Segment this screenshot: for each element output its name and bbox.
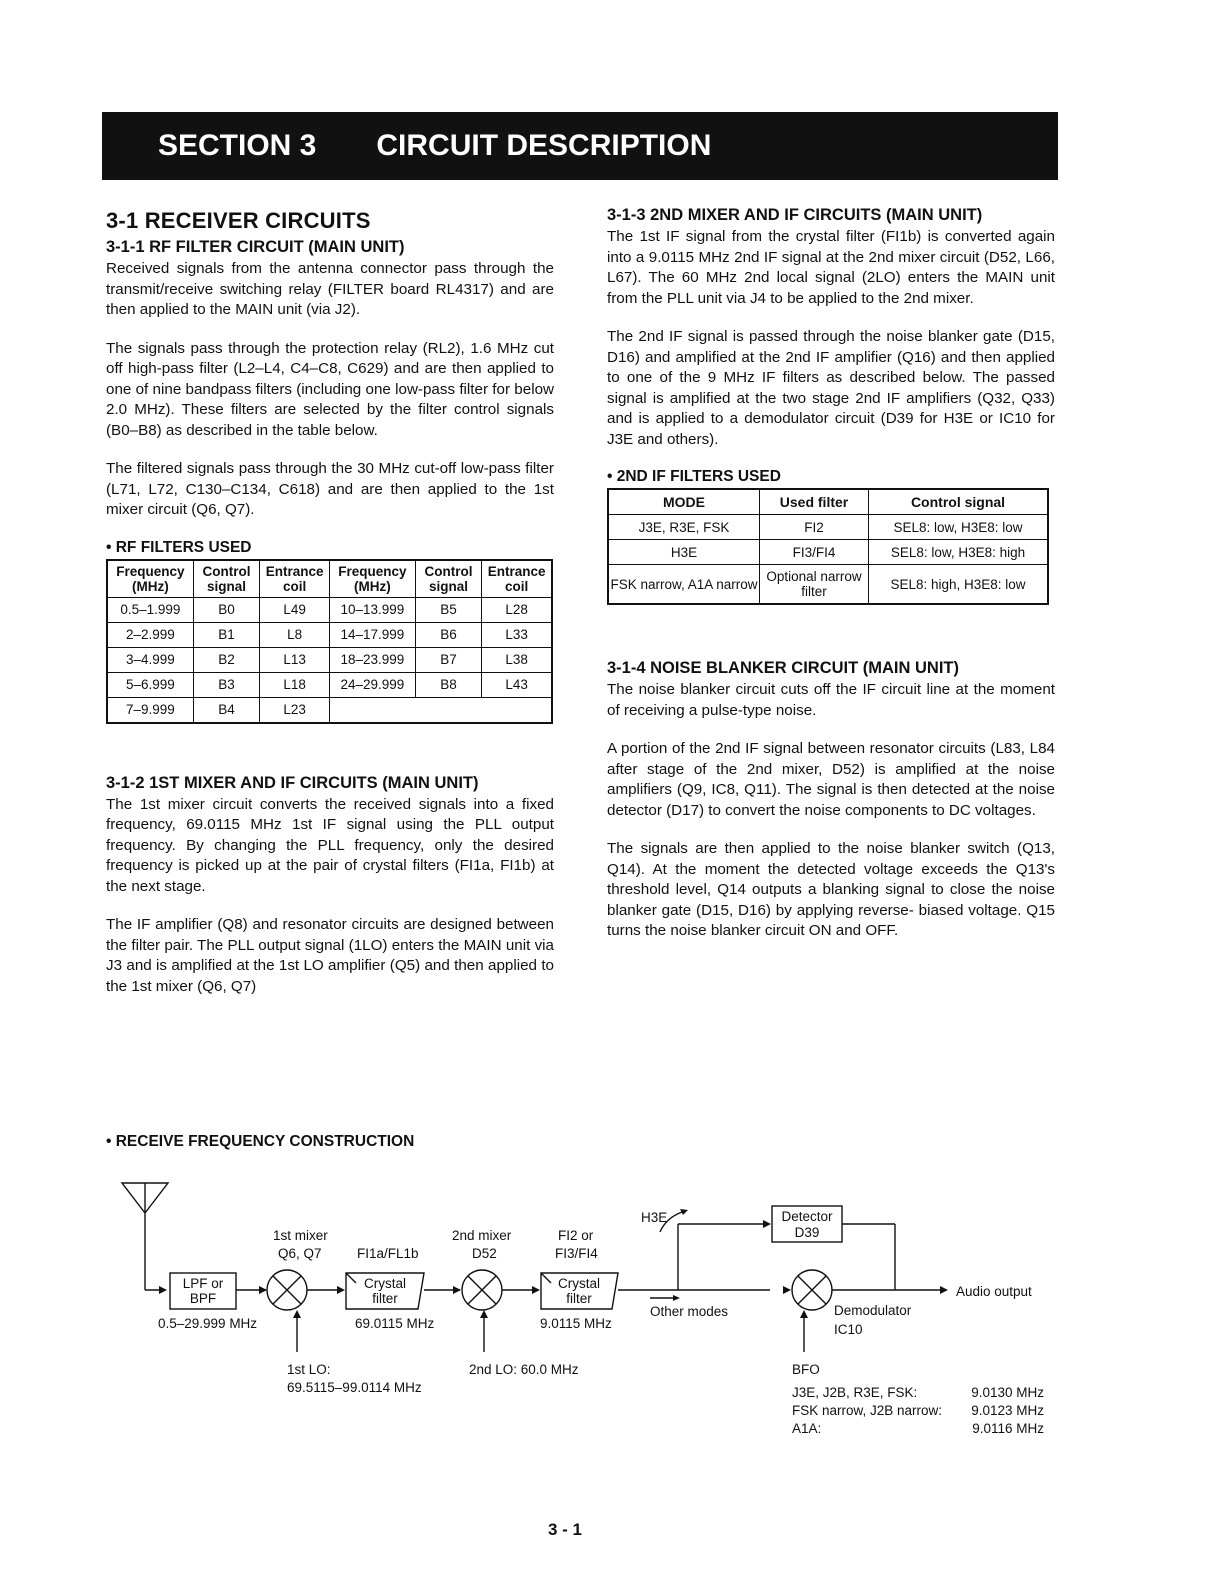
bfo-mode-3: A1A: xyxy=(792,1421,822,1436)
table-cell: J3E, R3E, FSK xyxy=(608,515,760,540)
table-cell: B5 xyxy=(415,597,481,622)
rf-table-title: • RF FILTERS USED xyxy=(106,538,252,556)
header-cell: Entrance coil xyxy=(482,560,552,598)
page-number: 3 - 1 xyxy=(548,1520,583,1539)
lpf-range: 0.5–29.999 MHz xyxy=(158,1316,258,1331)
mixer1-label: 1st mixer xyxy=(273,1228,328,1243)
crystal2-label-2: filter xyxy=(566,1291,592,1306)
table-cell: 10–13.999 xyxy=(329,597,415,622)
paragraph: A portion of the 2nd IF signal between resonator circuits (L83, L84 after stage of the 2nd mixer, D52) is amplified at the noise amplifiers (Q9, IC8, Q11). The signal is then detected at the noise detector (D17) to convert the noise components to DC voltages. xyxy=(607,740,1055,819)
paragraph: The 1st mixer circuit converts the received signals into a fixed frequency, 69.0115 MHz 1st IF signal using the PLL output frequency. By changing the PLL frequency, only the desired frequency is picked up at the pair of crystal filters (FI1a, FI1b) at the next stage. xyxy=(106,795,554,895)
if1-freq: 69.0115 MHz xyxy=(355,1316,435,1331)
crystal1-label-1: Crystal xyxy=(363,1276,407,1291)
header-cell: Control signal xyxy=(415,560,481,598)
heading-1st-mixer: 3-1-2 1ST MIXER AND IF CIRCUITS (MAIN UNIT) xyxy=(106,773,479,792)
table-cell: L38 xyxy=(482,647,552,672)
lo2-label: 2nd LO: 60.0 MHz xyxy=(469,1362,579,1377)
fi2-label-1: FI2 or xyxy=(558,1228,594,1243)
table-cell: 24–29.999 xyxy=(329,672,415,697)
table-cell: H3E xyxy=(608,540,760,565)
diagram-title: • RECEIVE FREQUENCY CONSTRUCTION xyxy=(106,1133,415,1150)
paragraph: The signals are then applied to the noise blanker switch (Q13, Q14). At the moment the detected voltage exceeds the Q13's threshold level, Q14 outputs a blanking signal to close the noise blanker gate (D15, D16) by applying reverse- biased voltage. Q15 turns the noise blanker circuit ON and OFF. xyxy=(607,840,1055,939)
bfo-label: BFO xyxy=(792,1362,820,1377)
header-cell: MODE xyxy=(608,489,760,515)
detector-label-2: D39 xyxy=(794,1225,820,1240)
table-cell: B6 xyxy=(415,622,481,647)
table-cell: 14–17.999 xyxy=(329,622,415,647)
fi2-label-2: FI3/FI4 xyxy=(555,1246,598,1261)
fi1-label: FI1a/FL1b xyxy=(357,1246,419,1261)
if-table-title: • 2ND IF FILTERS USED xyxy=(607,468,781,485)
heading-2nd-mixer: 3-1-3 2ND MIXER AND IF CIRCUITS (MAIN UNIT) xyxy=(607,206,983,224)
demod-label-2: IC10 xyxy=(834,1322,863,1337)
paragraph: The noise blanker circuit cuts off the IF circuit line at the moment of receiving a pulse-type noise. xyxy=(607,681,1055,719)
table-cell: 2–2.999 xyxy=(107,622,193,647)
paragraph: The IF amplifier (Q8) and resonator circuits are designed between the filter pair. The PLL output signal (1LO) enters the MAIN unit via J3 and is amplified at the 1st LO amplifier (Q5) and then applied to the 1st mixer (Q6, Q7) xyxy=(106,916,554,995)
table-cell: SEL8: low, H3E8: low xyxy=(869,515,1049,540)
crystal1-label-2: filter xyxy=(372,1291,398,1306)
table-cell: L13 xyxy=(260,647,330,672)
mixer1-parts: Q6, Q7 xyxy=(278,1246,322,1261)
header-cell: Used filter xyxy=(760,489,869,515)
bfo-freq-1: 9.0130 MHz xyxy=(971,1385,1044,1400)
lpf-label-1: LPF or xyxy=(182,1276,224,1291)
section-title: CIRCUIT DESCRIPTION xyxy=(376,129,712,162)
table-cell: FSK narrow, A1A narrow xyxy=(608,565,760,605)
if2-freq: 9.0115 MHz xyxy=(540,1316,612,1331)
table-cell: L18 xyxy=(260,672,330,697)
table-cell: L8 xyxy=(260,622,330,647)
demod-label-1: Demodulator xyxy=(834,1303,912,1318)
table-cell: B7 xyxy=(415,647,481,672)
table-cell: 3–4.999 xyxy=(107,647,193,672)
table-cell: SEL8: low, H3E8: high xyxy=(869,540,1049,565)
paragraph: The filtered signals pass through the 30 MHz cut-off low-pass filter (L71, L72, C130–C134, C618) and are then applied to the 1st mixer circuit (Q6, Q7). xyxy=(106,460,554,518)
table-cell: 7–9.999 xyxy=(107,697,193,723)
mixer2-label: 2nd mixer xyxy=(452,1228,512,1243)
table-cell: SEL8: high, H3E8: low xyxy=(869,565,1049,605)
bfo-mode-2: FSK narrow, J2B narrow: xyxy=(792,1403,943,1418)
table-cell: FI3/FI4 xyxy=(760,540,869,565)
heading-noise-blanker: 3-1-4 NOISE BLANKER CIRCUIT (MAIN UNIT) xyxy=(607,659,960,677)
table-cell: L49 xyxy=(260,597,330,622)
bfo-freq-2: 9.0123 MHz xyxy=(971,1403,1044,1418)
other-modes-label: Other modes xyxy=(650,1304,729,1319)
detector-label-1: Detector xyxy=(781,1209,833,1224)
lo1-range: 69.5115–99.0114 MHz xyxy=(287,1380,422,1395)
header-cell: Entrance coil xyxy=(260,560,330,598)
table-cell: B2 xyxy=(193,647,259,672)
table-cell: B3 xyxy=(193,672,259,697)
mixer2-parts: D52 xyxy=(472,1246,497,1261)
table-cell: B8 xyxy=(415,672,481,697)
header-cell: Control signal xyxy=(869,489,1049,515)
table-cell: L43 xyxy=(482,672,552,697)
paragraph: The signals pass through the protection relay (RL2), 1.6 MHz cut off high-pass filter (L2–L4, C4–C8, C629) and are then applied to one of nine bandpass filters (including one low-pass filter for below 2.0 MHz). These filters are selected by the filter control signals (B0–B8) as described in the table below. xyxy=(106,339,554,439)
antenna-icon xyxy=(122,1183,168,1290)
table-cell: L23 xyxy=(260,697,330,723)
table-cell: B4 xyxy=(193,697,259,723)
table-cell: B0 xyxy=(193,597,259,622)
paragraph: Received signals from the antenna connector pass through the transmit/receive switching relay (FILTER board RL4317) and are then applied to the MAIN unit (via J2). xyxy=(106,260,554,318)
crystal2-label-1: Crystal xyxy=(557,1276,601,1291)
paragraph: The 2nd IF signal is passed through the noise blanker gate (D15, D16) and amplified at the 2nd IF amplifier (Q16) and then applied to one of the 9 MHz IF filters as described below. The passed signal is amplified at the two stage 2nd IF amplifiers (Q32, Q33) and is applied to a demodulator circuit (D39 for H3E or IC10 for J3E and others). xyxy=(607,328,1055,448)
h3e-label: H3E xyxy=(641,1210,668,1225)
table-cell: FI2 xyxy=(760,515,869,540)
header-cell: Control signal xyxy=(193,560,259,598)
table-cell: 5–6.999 xyxy=(107,672,193,697)
table-cell: 18–23.999 xyxy=(329,647,415,672)
heading-rf-filter: 3-1-1 RF FILTER CIRCUIT (MAIN UNIT) xyxy=(106,238,405,256)
table-cell: B1 xyxy=(193,622,259,647)
table-cell: L33 xyxy=(482,622,552,647)
lo1-label: 1st LO: xyxy=(287,1362,331,1377)
table-cell: Optional narrow filter xyxy=(760,565,869,605)
header-cell: Frequency (MHz) xyxy=(329,560,415,598)
bfo-freq-3: 9.0116 MHz xyxy=(972,1421,1044,1436)
table-cell: 0.5–1.999 xyxy=(107,597,193,622)
bfo-mode-1: J3E, J2B, R3E, FSK: xyxy=(792,1385,918,1400)
section-number: SECTION 3 xyxy=(158,129,317,162)
table-cell: L28 xyxy=(482,597,552,622)
lpf-label-2: BPF xyxy=(189,1291,217,1306)
header-cell: Frequency (MHz) xyxy=(107,560,193,598)
paragraph: The 1st IF signal from the crystal filter (FI1b) is converted again into a 9.0115 MHz 2nd IF signal at the 2nd mixer circuit (D52, L66, L67). The 60 MHz 2nd local signal (2LO) enters the MAIN unit from the PLL unit via J4 to be applied to the 2nd mixer. xyxy=(607,228,1055,307)
heading-receiver-circuits: 3-1 RECEIVER CIRCUITS xyxy=(106,208,371,233)
audio-output-label: Audio output xyxy=(956,1284,1032,1299)
